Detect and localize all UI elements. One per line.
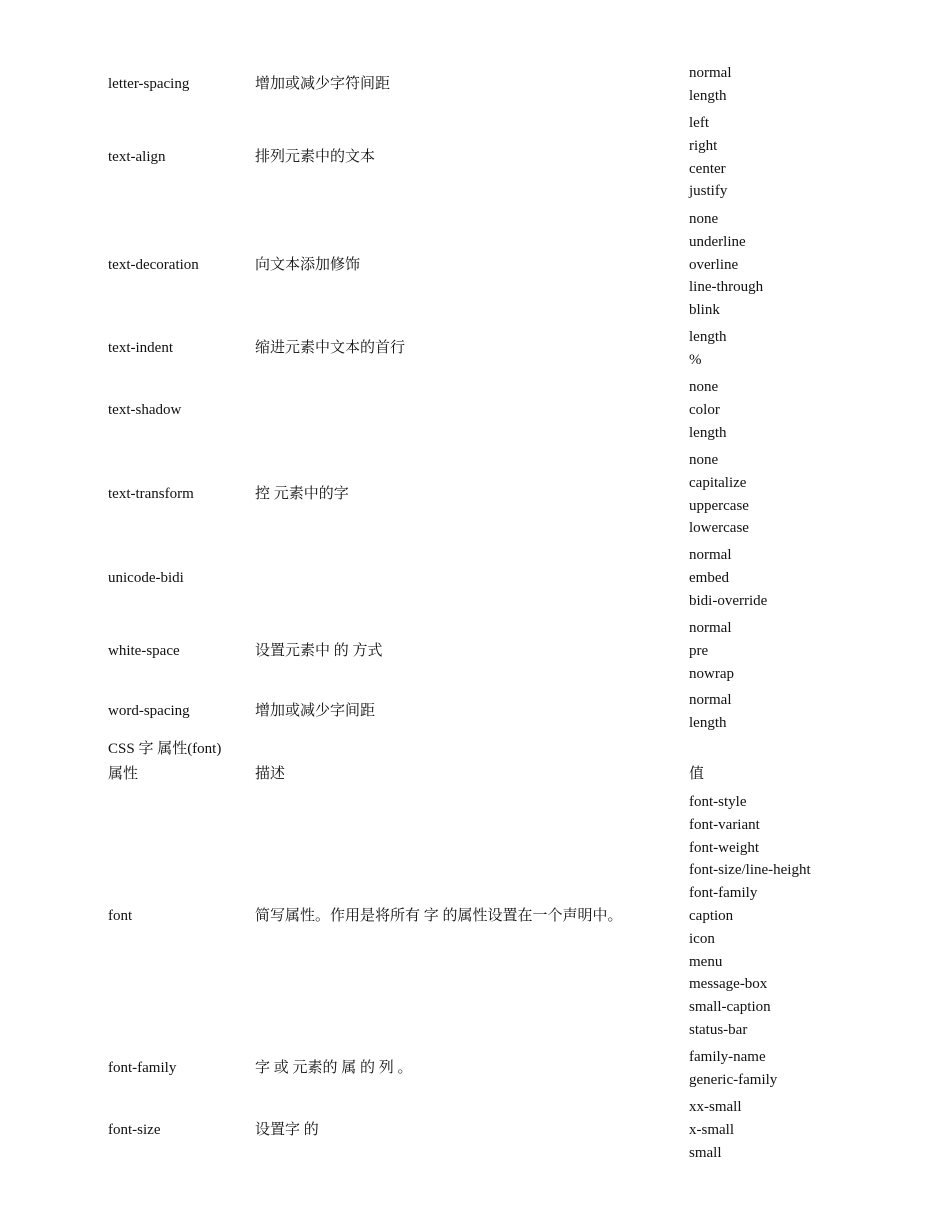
property-value: menu	[689, 953, 723, 970]
property-description: 简写属性。作用是将所有 字 的属性设置在一个声明中。	[255, 908, 623, 924]
table-row	[0, 326, 950, 372]
property-value: blink	[689, 302, 720, 319]
property-name: text-transform	[108, 486, 194, 503]
property-value: lowercase	[689, 520, 749, 537]
property-value: normal	[689, 547, 732, 563]
property-name: text-decoration	[108, 256, 199, 273]
property-value: status-bar	[689, 1021, 748, 1038]
property-name: unicode-bidi	[108, 569, 184, 586]
property-value: font-size/line-height	[689, 862, 811, 879]
property-description: 增加或减少字符间距	[255, 76, 391, 93]
table-row	[0, 617, 950, 685]
header-value: 值	[689, 766, 705, 782]
table-row	[0, 208, 950, 322]
property-values	[689, 544, 767, 612]
property-value: none	[689, 379, 719, 395]
property-value: font-weight	[689, 839, 759, 856]
property-value: family-name	[689, 1049, 766, 1065]
property-values	[689, 449, 749, 540]
property-value: none	[689, 211, 719, 227]
property-value: normal	[689, 65, 732, 81]
table-row	[0, 1046, 950, 1092]
property-name: font	[108, 908, 133, 924]
property-value: message-box	[689, 976, 768, 993]
property-value: length	[689, 329, 727, 345]
property-value: uppercase	[689, 497, 749, 514]
property-name: word-spacing	[108, 703, 190, 720]
property-value: font-family	[689, 885, 758, 902]
table-row	[0, 689, 950, 735]
property-name: white-space	[108, 642, 180, 659]
header-description: 描述	[255, 766, 286, 782]
property-value: none	[689, 452, 719, 468]
property-value: length	[689, 714, 727, 731]
property-value: pre	[689, 642, 709, 659]
property-description: 字 或 元素的 属 的 列 。	[255, 1060, 413, 1077]
property-value: small-caption	[689, 999, 771, 1016]
property-value: right	[689, 137, 718, 154]
property-value: font-style	[689, 794, 747, 810]
table-row	[0, 544, 950, 612]
property-name: text-align	[108, 149, 166, 166]
property-value: bidi-override	[689, 592, 768, 609]
property-description: 设置元素中 的 方式	[255, 642, 383, 659]
property-value: icon	[689, 930, 715, 947]
property-name: font-family	[108, 1060, 177, 1077]
property-description: 缩进元素中文本的首行	[255, 340, 406, 357]
property-value: justify	[689, 183, 728, 200]
property-description: 向文本添加修饰	[255, 256, 361, 273]
property-value: overline	[689, 256, 739, 273]
property-value: underline	[689, 233, 746, 250]
table-row	[0, 62, 950, 108]
property-value: small	[689, 1144, 722, 1161]
table-row	[0, 112, 950, 203]
property-value: color	[689, 401, 720, 418]
property-values	[689, 112, 727, 203]
property-values	[689, 689, 732, 735]
table-row	[0, 449, 950, 540]
property-value: embed	[689, 569, 729, 586]
property-values	[689, 62, 732, 108]
property-description: 增加或减少字间距	[255, 703, 376, 720]
property-values	[689, 326, 727, 372]
property-value: capitalize	[689, 474, 747, 491]
property-values	[689, 376, 727, 444]
property-value: %	[689, 351, 702, 368]
property-value: length	[689, 87, 727, 104]
property-name: letter-spacing	[108, 76, 190, 93]
property-value: x-small	[689, 1121, 734, 1138]
section-title: CSS 字 属性(font)	[108, 741, 222, 757]
property-value: nowrap	[689, 665, 734, 682]
property-value: caption	[689, 907, 734, 924]
property-name: text-shadow	[108, 401, 182, 418]
property-value: font-variant	[689, 816, 760, 833]
table-row	[0, 791, 950, 1042]
property-value: length	[689, 424, 727, 441]
table-row	[0, 376, 950, 444]
property-value: center	[689, 160, 726, 177]
property-value: normal	[689, 692, 732, 708]
property-values	[689, 791, 811, 1042]
property-value: generic-family	[689, 1071, 778, 1088]
property-name: font-size	[108, 1121, 161, 1138]
property-description: 控 元素中的字	[255, 486, 349, 503]
property-values	[689, 1046, 777, 1092]
table-row	[0, 1096, 950, 1164]
property-values	[689, 617, 734, 685]
property-values	[689, 208, 763, 322]
property-description: 设置字 的	[255, 1121, 319, 1138]
property-description: 排列元素中的文本	[255, 149, 376, 166]
property-name: text-indent	[108, 340, 173, 357]
header-property: 属性	[108, 766, 139, 782]
property-value: normal	[689, 620, 732, 636]
property-value: line-through	[689, 279, 764, 296]
property-values	[689, 1096, 742, 1164]
property-value: xx-small	[689, 1099, 742, 1115]
property-value: left	[689, 115, 709, 131]
